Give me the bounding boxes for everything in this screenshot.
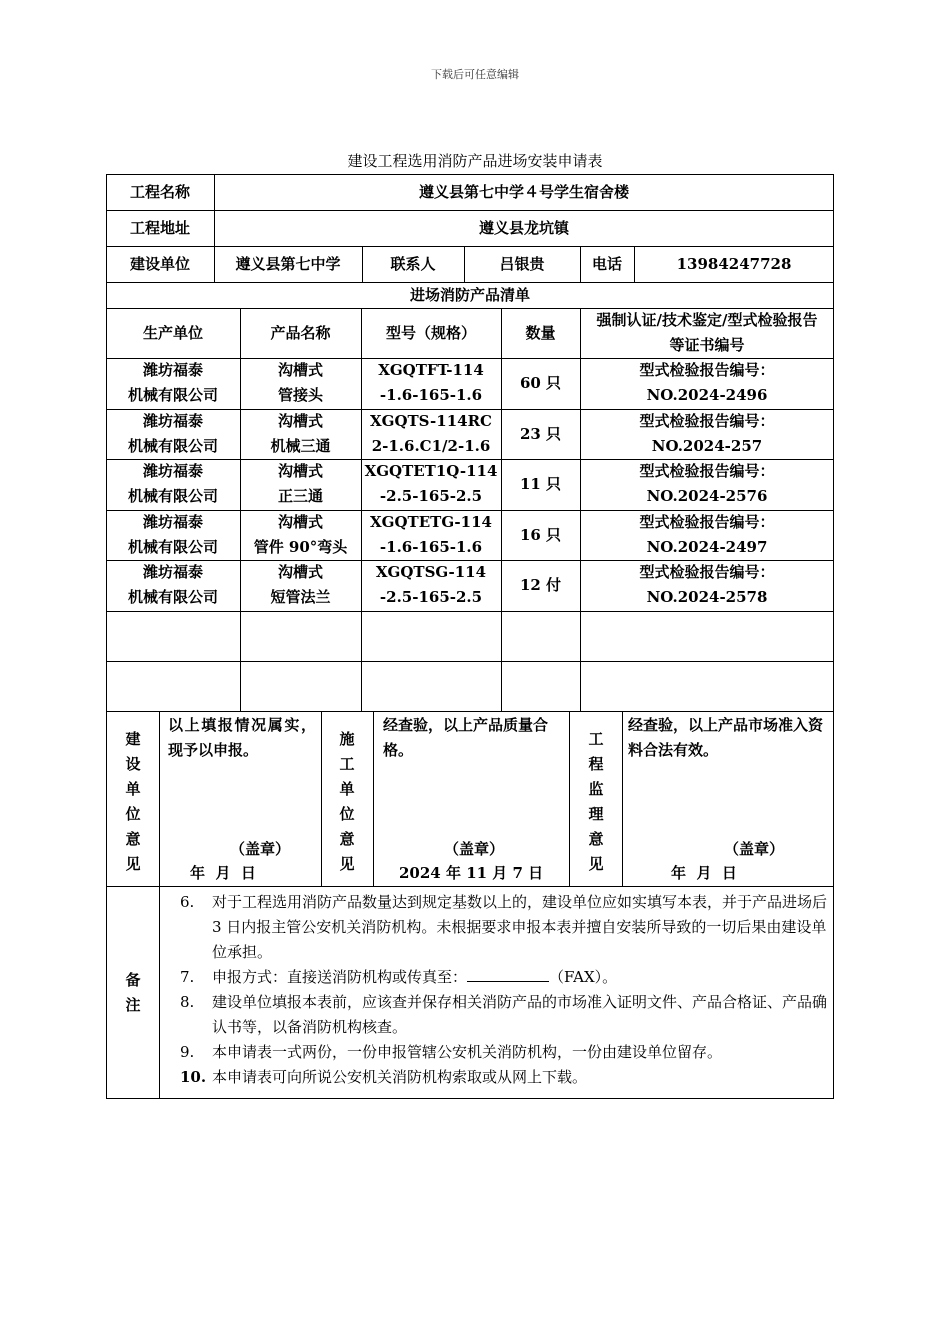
cell-line: 潍坊福泰 xyxy=(142,412,203,430)
vertical-label-char: 见 xyxy=(339,855,355,873)
construction-opinion-text: 经查验，以上产品质量合格。 xyxy=(383,716,549,759)
supervision-opinion-text: 经查验，以上产品市场准入资料合法有效。 xyxy=(628,716,824,759)
cell-line: XGQTSG-114 xyxy=(375,563,487,581)
supervision-seal: （盖章） xyxy=(724,840,785,858)
cell-line: 沟槽式 xyxy=(277,563,323,581)
cell-line: 机械有限公司 xyxy=(127,437,218,455)
col-divider xyxy=(622,711,623,886)
cell-line: 管件 90°弯头 xyxy=(253,538,348,556)
project-name-label: 工程名称 xyxy=(129,182,190,201)
builder-opinion-text: 以上填报情况属实，现予以申报。 xyxy=(168,716,316,759)
col-divider xyxy=(373,711,374,886)
maker-cell xyxy=(106,409,240,459)
cell-line: XGQTFT-114 xyxy=(378,361,484,379)
certificate-cell xyxy=(580,560,834,610)
remark-item xyxy=(180,1040,828,1065)
remarks-list xyxy=(180,890,828,1090)
vertical-label-char: 见 xyxy=(588,855,604,873)
remark-text: 本申请表一式两份，一份申报管辖公安机关消防机构，一份由建设单位留存。 xyxy=(212,1043,723,1061)
cell-line: 沟槽式 xyxy=(277,513,323,531)
model-cell xyxy=(361,409,501,459)
builder-label: 建设单位 xyxy=(129,254,190,273)
col-divider xyxy=(569,711,570,886)
remark-text: 本申请表可向所说公安机关消防机构索取或从网上下载。 xyxy=(212,1068,588,1086)
cell-line: 机械有限公司 xyxy=(127,588,218,606)
header-quantity: 数量 xyxy=(525,323,556,342)
quantity-cell xyxy=(501,560,580,610)
cell-line: -1.6-165-1.6 xyxy=(379,538,483,556)
remark-item xyxy=(180,965,828,990)
product-name-cell xyxy=(240,358,361,408)
cell-line: 管接头 xyxy=(277,386,323,404)
cell-line: 机械有限公司 xyxy=(127,538,218,556)
product-name-cell xyxy=(240,409,361,459)
cell-line: 沟槽式 xyxy=(277,462,323,480)
certificate-cell xyxy=(580,459,834,509)
project-name-value: 遵义县第七中学４号学生宿舍楼 xyxy=(418,182,629,201)
vertical-label-char: 程 xyxy=(588,755,604,773)
remarks-label xyxy=(121,968,145,1018)
contact-label: 联系人 xyxy=(390,254,436,273)
cell-line: 60 只 xyxy=(519,373,562,392)
quantity-cell xyxy=(501,510,580,560)
construction-date: 2024 年 11 月 7 日 xyxy=(399,864,544,882)
cell-line: 潍坊福泰 xyxy=(142,361,203,379)
cell-line: XGQTETG-114 xyxy=(370,513,492,531)
remark-item xyxy=(180,990,828,1040)
remark-number: 7. xyxy=(180,968,195,986)
phone-label: 电话 xyxy=(591,254,622,273)
quantity-cell xyxy=(501,459,580,509)
cell-line: 沟槽式 xyxy=(277,412,323,430)
cell-line: 型式检验报告编号： xyxy=(639,412,775,430)
cell-line: 型式检验报告编号： xyxy=(639,513,775,531)
cell-line: XGQTS-114RC xyxy=(370,412,492,430)
model-cell xyxy=(361,459,501,509)
product-name-cell xyxy=(240,560,361,610)
fax-blank xyxy=(467,981,549,982)
project-address-value: 遵义县龙坑镇 xyxy=(478,218,569,237)
product-name-cell xyxy=(240,510,361,560)
cell-line: XGQTET1Q-114 xyxy=(364,462,498,480)
cell-line: 11 只 xyxy=(519,474,562,493)
vertical-label-char: 见 xyxy=(125,855,141,873)
maker-cell xyxy=(106,358,240,408)
document-title: 建设工程选用消防产品进场安装申请表 xyxy=(347,152,603,170)
remark-number: 6. xyxy=(180,893,195,911)
vertical-label-char: 工 xyxy=(339,755,355,773)
maker-cell xyxy=(106,459,240,509)
empty-row xyxy=(106,661,834,711)
cell-line: 潍坊福泰 xyxy=(142,462,203,480)
quantity-cell xyxy=(501,409,580,459)
builder-opinion-label xyxy=(121,727,145,877)
maker-cell xyxy=(106,560,240,610)
header-model: 型号（规格） xyxy=(385,323,476,342)
vertical-label-char: 位 xyxy=(339,805,355,823)
cell-line: NO.2024-2576 xyxy=(646,487,768,505)
construction-seal: （盖章） xyxy=(444,840,505,858)
header-product-name: 产品名称 xyxy=(270,323,331,342)
remark-number: 9. xyxy=(180,1043,195,1061)
vertical-label-char: 监 xyxy=(588,780,604,798)
cell-line: -1.6-165-1.6 xyxy=(379,386,483,404)
cell-line: 机械三通 xyxy=(270,437,331,455)
supervision-opinion-label xyxy=(584,727,608,877)
builder-date: 年 月 日 xyxy=(190,864,256,882)
cell-line: NO.2024-2496 xyxy=(646,386,768,404)
remark-number: 8. xyxy=(180,993,195,1011)
vertical-label-char: 建 xyxy=(125,730,141,748)
model-cell xyxy=(361,510,501,560)
contact-value: 吕银贵 xyxy=(499,254,545,273)
col-divider xyxy=(159,711,160,1099)
cell-line: -2.5-165-2.5 xyxy=(379,588,483,606)
vertical-label-char: 单 xyxy=(339,780,355,798)
cell-line: NO.2024-257 xyxy=(651,437,763,455)
cell-line: 潍坊福泰 xyxy=(142,563,203,581)
vertical-label-char: 理 xyxy=(588,805,604,823)
cell-line: 潍坊福泰 xyxy=(142,513,203,531)
certificate-cell xyxy=(580,409,834,459)
cell-line: 沟槽式 xyxy=(277,361,323,379)
cell-line: 2-1.6.C1/2-1.6 xyxy=(371,437,491,455)
cell-line: 正三通 xyxy=(277,487,323,505)
remark-text: 对于工程选用消防产品数量达到规定基数以上的，建设单位应如实填写本表，并于产品进场后 3 日内报主管公安机关消防机构。未根据要求申报本表并擅自安装所导致的一切后果由建设单位承担。 xyxy=(212,893,828,961)
remark-item xyxy=(180,890,828,965)
vertical-label-char: 注 xyxy=(125,996,141,1014)
header-maker: 生产单位 xyxy=(142,323,203,342)
col-divider xyxy=(321,711,322,886)
vertical-label-char: 设 xyxy=(125,755,141,773)
certificate-cell xyxy=(580,510,834,560)
vertical-label-char: 施 xyxy=(339,730,355,748)
builder-value: 遵义县第七中学 xyxy=(235,254,341,273)
remark-number: 10. xyxy=(180,1068,207,1086)
cell-line: 短管法兰 xyxy=(270,588,331,606)
cell-line: 机械有限公司 xyxy=(127,386,218,404)
product-name-cell xyxy=(240,459,361,509)
phone-value: 13984247728 xyxy=(676,254,792,273)
cell-line: 16 只 xyxy=(519,525,562,544)
vertical-label-char: 意 xyxy=(125,830,141,848)
vertical-label-char: 单 xyxy=(125,780,141,798)
vertical-label-char: 位 xyxy=(125,805,141,823)
maker-cell xyxy=(106,510,240,560)
model-cell xyxy=(361,358,501,408)
cell-line: NO.2024-2497 xyxy=(646,538,768,556)
construction-opinion-label xyxy=(335,727,359,877)
cell-line: 型式检验报告编号： xyxy=(639,462,775,480)
cell-line: NO.2024-2578 xyxy=(646,588,768,606)
certificate-cell xyxy=(580,358,834,408)
remark-text: 申报方式：直接送消防机构或传真至： xyxy=(212,968,468,986)
cell-line: -2.5-165-2.5 xyxy=(379,487,483,505)
cell-line: 机械有限公司 xyxy=(127,487,218,505)
model-cell xyxy=(361,560,501,610)
supervision-date: 年 月 日 xyxy=(671,864,737,882)
empty-row xyxy=(106,611,834,661)
remark-text: （FAX）。 xyxy=(549,968,618,986)
vertical-label-char: 意 xyxy=(588,830,604,848)
quantity-cell xyxy=(501,358,580,408)
vertical-label-char: 工 xyxy=(588,730,604,748)
cell-line: 23 只 xyxy=(519,424,562,443)
header-certificate: 强制认证/技术鉴定/型式检验报告等证书编号 xyxy=(596,311,818,354)
project-address-label: 工程地址 xyxy=(129,218,190,237)
row-divider xyxy=(106,886,834,887)
header-note: 下载后可任意编辑 xyxy=(431,68,519,81)
cell-line: 12 付 xyxy=(519,575,562,594)
builder-seal: （盖章） xyxy=(230,840,291,858)
product-list-title: 进场消防产品清单 xyxy=(409,285,530,304)
remark-item xyxy=(180,1065,828,1090)
cell-line: 型式检验报告编号： xyxy=(639,563,775,581)
cell-line: 型式检验报告编号： xyxy=(639,361,775,379)
vertical-label-char: 备 xyxy=(125,971,141,989)
remark-text: 建设单位填报本表前，应该查并保存相关消防产品的市场准入证明文件、产品合格证、产品确认书等，以备消防机构核查。 xyxy=(212,993,828,1036)
vertical-label-char: 意 xyxy=(339,830,355,848)
row-divider xyxy=(106,711,834,712)
